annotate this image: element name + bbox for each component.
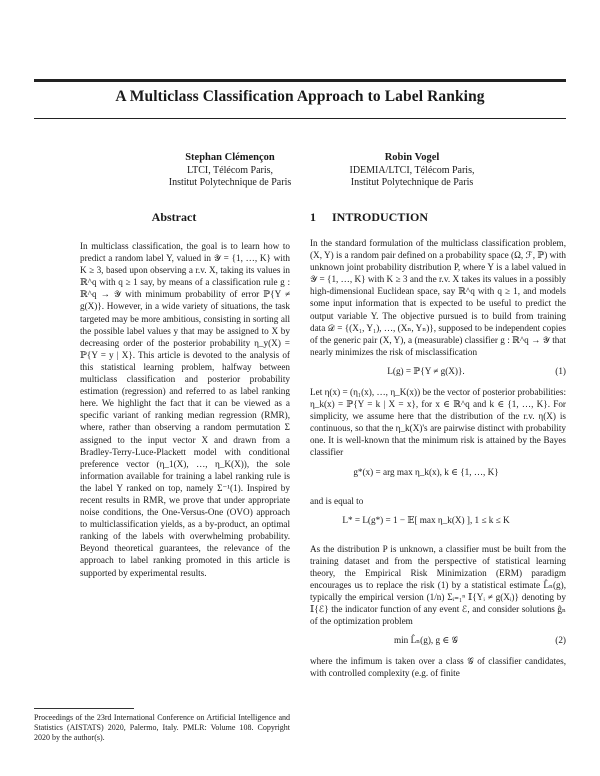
author-name: Robin Vogel	[384, 152, 440, 163]
equation-body: min L̂ₙ(g), g ∈ 𝒢	[393, 635, 458, 646]
footnote-rule	[34, 708, 134, 709]
author-name: Stephan Clémençon	[185, 152, 275, 163]
paper-title: A Multiclass Classification Approach to Label Ranking	[115, 88, 485, 105]
intro-paragraph-2: Let η(x) = (η₁(x), …, η_K(x)) be the vector of posterior probabilities: η_k(x) = ℙ{Y = k | X = x}, for x ∈ ℝ^q and k ∈ {1, …, K}. For simplicity, we assume here that the distribution of the r.v. η(X) is continuous, so that the η_k(X)'s are pairwise distinct with probability one. It is well-known that the minimum risk is attained by the Bayes classifier	[310, 386, 566, 458]
author-block-2	[312, 152, 512, 190]
introduction-column	[310, 237, 566, 679]
equation-body: g*(x) = arg max η_k(x), k ∈ {1, …, K}	[353, 466, 499, 477]
section-number: 1	[310, 210, 316, 224]
author-institution: Institut Polytechnique de Paris	[168, 177, 292, 188]
abstract-heading: Abstract	[151, 210, 197, 224]
section-heading	[310, 210, 428, 225]
author-block-1	[130, 152, 330, 190]
intro-paragraph-5: where the infimum is taken over a class 𝒢 of classifier candidates, with controlled complexity (e.g. of finite	[310, 656, 566, 679]
equation-1	[310, 361, 566, 383]
equation-body: L(g) = ℙ{Y ≠ g(X)}.	[387, 365, 465, 376]
section-title: INTRODUCTION	[332, 210, 429, 224]
equation-body: L* = L(g*) = 1 − 𝔼[ max η_k(X) ], 1 ≤ k ≤ K	[342, 514, 510, 525]
equation-tag: (2)	[555, 635, 566, 646]
intro-paragraph-1: In the standard formulation of the multiclass classification problem, (X, Y) is a random pair defined on a probability space (Ω, ℱ, ℙ) with unknown joint probability distribution P, where Y is a label valued in 𝒴 = {1, …, K} with K ≥ 3 and the r.v. X takes its values in a possibly high-dimensional Euclidean space, say ℝ^q with q ≥ 1, and models some input information that is expected to be useful to predict the output variable Y. The objective pursued is to build from training data 𝒟 = {(X₁, Y₁), …, (Xₙ, Yₙ)}, supposed to be independent copies of the generic pair (X, Y), a (measurable) classifier g : ℝ^q → 𝒴 that nearly minimizes the risk of misclassification	[310, 238, 566, 357]
intro-paragraph-4: As the distribution P is unknown, a classifier must be built from the training dataset and from the perspective of statistical learning theory, the Empirical Risk Minimization (ERM) paradigm encourages us to replace the risk (1) by a statistical estimate L̂ₙ(g), typically the empirical version (1/n) Σᵢ₌₁ⁿ 𝕀{Yᵢ ≠ g(Xᵢ)} denoting by 𝕀{ℰ} the indicator function of any event ℰ, and consider solutions ĝₙ of the optimization problem	[310, 543, 566, 627]
intro-paragraph-3: and is equal to	[310, 495, 364, 506]
footnote: Proceedings of the 23rd International Conference on Artificial Intelligence and Statistics (AISTATS) 2020, Palermo, Italy. PMLR: Volume 108. Copyright 2020 by the author(s).	[34, 713, 290, 742]
abstract-body	[80, 240, 290, 579]
equation-lstar	[310, 510, 566, 540]
equation-tag: (1)	[555, 365, 566, 376]
abstract-paragraph: In multiclass classification, the goal is to learn how to predict a random label Y, valued in 𝒴 = {1, …, K} with K ≥ 3, based upon observing a r.v. X, taking its values in ℝ^q with q ≥ 1 say, by means of a classification rule g : ℝ^q → 𝒴 with minimum probability of error ℙ{Y ≠ g(X)}. However, in a wide variety of situations, the task targeted may be more ambitious, consisting in sorting all the possible label values y that may be assigned to X by decreasing order of the posterior probability η_y(X) = ℙ{Y = y | X}. This article is devoted to the analysis of this statistical learning problem, halfway between multiclass classification and posterior probability estimation (regression) and referred to as label ranking here. We highlight the fact that it can be viewed as a specific variant of ranking median regression (RMR), where, rather than observing a random permutation Σ assigned to the input vector X and drawn from a Bradley-Terry-Luce-Plackett model with conditional preference vector (η_1(X), …, η_K(X)), the sole information available for training a label ranking rule is the label Y ranked on top, namely Σ⁻¹(1). Inspired by recent results in RMR, we prove that under appropriate noise conditions, the One-Versus-One (OVO) approach to multiclassification yields, as a by-product, an optimal ranking of the labels with overwhelming probability. Beyond theoretical guarantees, the relevance of the approach to label ranking promoted in this article is supported by experimental results.	[80, 241, 290, 578]
equation-bayes	[310, 462, 566, 492]
title-bottom-rule	[34, 118, 566, 119]
equation-2	[310, 630, 566, 652]
author-affiliation: IDEMIA/LTCI, Télécom Paris,	[349, 164, 475, 176]
author-institution: Institut Polytechnique de Paris	[350, 177, 474, 188]
title-top-rule	[34, 79, 566, 82]
author-affiliation: LTCI, Télécom Paris,	[186, 164, 274, 176]
